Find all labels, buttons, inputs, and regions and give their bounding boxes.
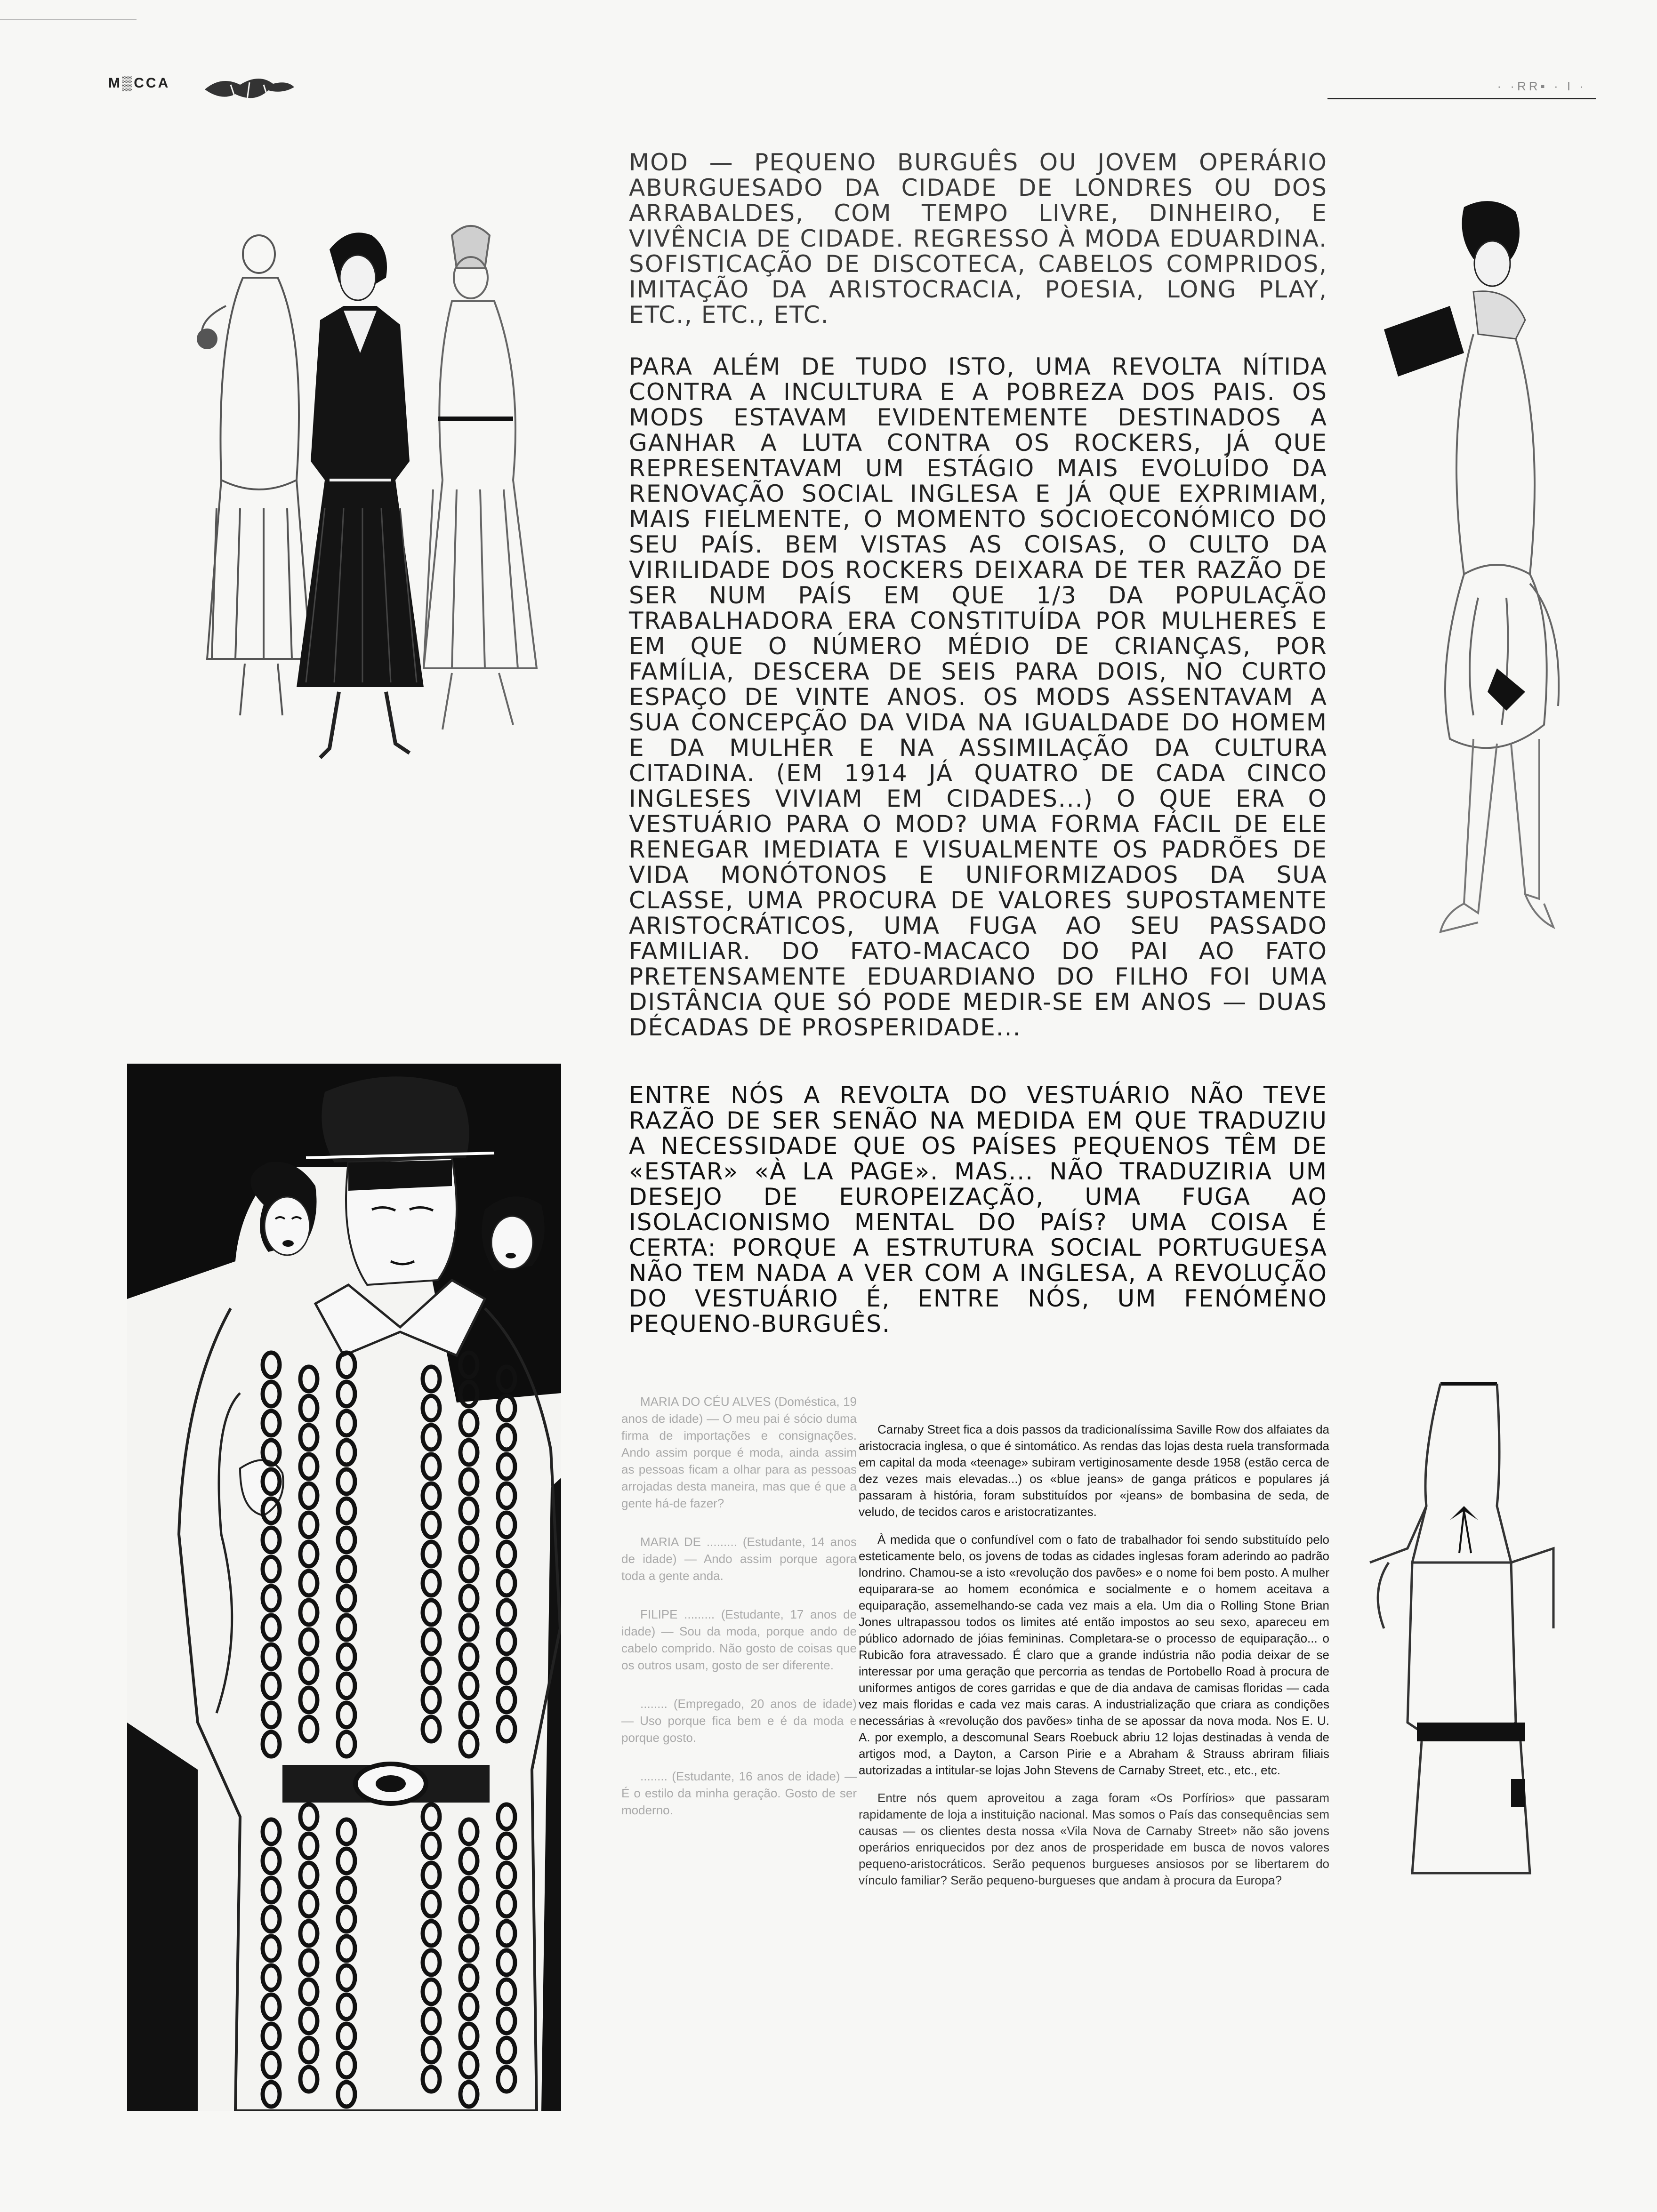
carnaby-paragraph-3: Entre nós quem aproveitou a zaga foram «Os Porfírios» que passaram rapidamente de loja a instituição nacional. Mas somos o País das consequências sem causas — os clientes desta nossa «Vila Nova de Carnaby Street» não são jovens operários enriquecidos por dez anos de prosperidade em busca de novos valores pequeno-aristocráticos. Serão pequenos burgueses ansiosos por se libertarem do vínculo familiar? Serão pequeno-burgueses que andam à procura da Europa? xyxy=(859,1791,1329,1887)
article-paragraph-1: MOD — PEQUENO BURGUÊS OU JOVEM OPERÁRIO ABURGUESADO DA CIDADE DE LONDRES OU DOS ARRABALDES, COM TEMPO LIVRE, DINHEIRO, E VIVÊNCIA DE CIDADE. REGRESSO À MODA EDUARDINA. SOFISTICAÇÃO DE DISCOTECA, CABELOS COMPRIDOS, IMITAÇÃO DA ARISTOCRACIA, POESIA, LONG PLAY, ETC., ETC., ETC. xyxy=(629,149,1327,329)
illustration-three-women xyxy=(188,198,555,800)
poster-artwork xyxy=(127,1064,561,2111)
masthead: M▒CCA xyxy=(108,75,170,91)
illustration-modern-dress xyxy=(1356,1365,1572,1906)
article-paragraph-3: ENTRE NÓS A REVOLTA DO VESTUÁRIO NÃO TEVE RAZÃO DE SER SENÃO NA MEDIDA EM QUE TRADUZIU A NECESSIDADE QUE OS PAÍSES PEQUENOS TÊM DE «ESTAR» «À LA PAGE». MAS... NÃO TRADUZIRIA UM DESEJO DE EUROPEIZAÇÃO, UMA FUGA AO ISOLACIONISMO MENTAL DO PAÍS? UMA COISA É CERTA: PORQUE A ESTRUTURA SOCIAL PORTUGUESA NÃO TEM NADA A VER COM A INGLESA, A REVOLUÇÃO DO VESTUÁRIO É, ENTRE NÓS, UM FENÓMENO PEQUENO-BURGUÊS. xyxy=(629,1082,1327,1338)
illustration-mod-poster xyxy=(127,1064,561,2111)
masthead-ornament xyxy=(202,71,297,108)
carnaby-column xyxy=(859,1421,1329,1900)
interviews-column xyxy=(621,1393,857,1840)
interview-1: MARIA DO CÉU ALVES (Doméstica, 19 anos de idade) — O meu pai é sócio duma firma de importações e consignações. Ando assim porque é moda, ainda assim as pessoas ficam a olhar para as pessoas arrojadas desta maneira, mas que é que a gente há-de fazer? xyxy=(621,1395,857,1510)
illustration-woman-muff xyxy=(1356,198,1619,998)
interview-5: ........ (Estudante, 16 anos de idade) — É o estilo da minha geração. Gosto de ser moderno. xyxy=(621,1769,857,1817)
interview-2: MARIA DE ......... (Estudante, 14 anos de idade) — Ando assim porque agora toda a gente anda. xyxy=(621,1535,857,1583)
article-paragraph-2: PARA ALÉM DE TUDO ISTO, UMA REVOLTA NÍTIDA CONTRA A INCULTURA E A POBREZA DOS PAIS. OS MODS ESTAVAM EVIDENTEMENTE DESTINADOS A GANHAR A LUTA CONTRA OS ROCKERS, JÁ QUE REPRESENTAVAM UM ESTÁGIO MAIS EVOLUÍDO DA RENOVAÇÃO SOCIAL INGLESA E JÁ QUE EXPRIMIAM, MAIS FIELMENTE, O MOMENTO SOCIOECONÓMICO DO SEU PAÍS. BEM VISTAS AS COISAS, O CULTO DA VIRILIDADE DOS ROCKERS DEIXARA DE TER RAZÃO DE SER NUM PAÍS EM QUE 1/3 DA POPULAÇÃO TRABALHADORA ERA CONSTITUÍDA POR MULHERES E EM QUE O NÚMERO MÉDIO DE CRIANÇAS, POR FAMÍLIA, DESCERA DE SEIS PARA DOIS, NO CURTO ESPAÇO DE VINTE ANOS. OS MODS ASSENTAVAM A SUA CONCEPÇÃO DA VIDA NA IGUALDADE DO HOMEM E DA MULHER E NA ASSIMILAÇÃO DA CULTURA CITADINA. (EM 1914 JÁ QUATRO DE CADA CINCO INGLESES VIVIAM EM CIDADES...) O QUE ERA O VESTUÁRIO PARA O MOD? UMA FORMA FÁCIL DE ELE RENEGAR IMEDIATA E VISUALMENTE OS PADRÕES DE VIDA MONÓTONOS E UNIFORMIZADOS DA SUA CLASSE, UMA PROCURA DE VALORES SUPOSTAMENTE ARISTOCRÁTICOS, UMA FUGA AO SEU PASSADO FAMILIAR. DO FATO-MACACO DO PAI AO FATO PRETENSAMENTE EDUARDIANO DO FILHO FOI UMA DISTÂNCIA QUE SÓ PODE MEDIR-SE EM ANOS — DUAS DÉCADAS DE PROSPERIDADE... xyxy=(629,353,1327,1041)
interview-3: FILIPE ......... (Estudante, 17 anos de idade) — Sou da moda, porque ando de cabelo comprido. Não gosto de coisas que os outros usam, gosto de ser diferente. xyxy=(621,1607,857,1672)
carnaby-paragraph-1: Carnaby Street fica a dois passos da tradicionalíssima Saville Row dos alfaiates da aristocracia inglesa, o que é sintomático. As rendas das lojas desta ruela transformada em capital da moda «teenage» subiram vertiginosamente desde 1958 (estão cerca de dez vezes mais elevadas...) os «blue jeans» de ganga práticos e populares já passaram à história, foram substituídos por «jeans» de bombasina de seda, de veludo, de tecidos caros e aristocratizantes. xyxy=(859,1422,1329,1519)
carnaby-paragraph-2: À medida que o confundível com o fato de trabalhador foi sendo substituído pelo esteticamente belo, os jovens de todas as cidades inglesas foram aderindo ao padrão londrino. Chamou-se a isto «revolução dos pavões» e o nome foi bem posto. A mulher equiparara-se ao homem económica e socialmente e o homem aceitava a equiparação, assemelhando-se cada vez mais a ela. Um dia o Rolling Stone Brian Jones ultrapassou todos os limites até então impostos ao seu sexo, apareceu em público adornado de jóias femininas. Completara-se o processo de equiparação... o Rubicão fora atravessado. É claro que a grande indústria não podia deixar de se interessar por uma geração que percorria as tendas de Portobello Road à procura de uniformes antigos de cores garridas e que de dia andava de camisas floridas — cada vez mais floridas e cada vez mais caras. A industrialização que criara as condições necessárias à «revolução dos pavões» tinha de se apossar da nova moda. Nos E. U. A. por exemplo, a descomunal Sears Roebuck abriu 12 lojas destinadas à venda de artigos mod, a Dayton, a Carson Pirie e a Abraham & Strauss abriram filiais autorizadas a intitular-se lojas John Stevens de Carnaby Street, etc., etc., etc. xyxy=(859,1532,1329,1777)
interview-4: ........ (Empregado, 20 anos de idade) — Uso porque fica bem e é da moda e porque gosto. xyxy=(621,1697,857,1745)
header-rule-left xyxy=(0,19,137,20)
page-reference: · ·RR▪ · I · xyxy=(1497,79,1586,93)
header-rule-right xyxy=(1327,98,1596,99)
